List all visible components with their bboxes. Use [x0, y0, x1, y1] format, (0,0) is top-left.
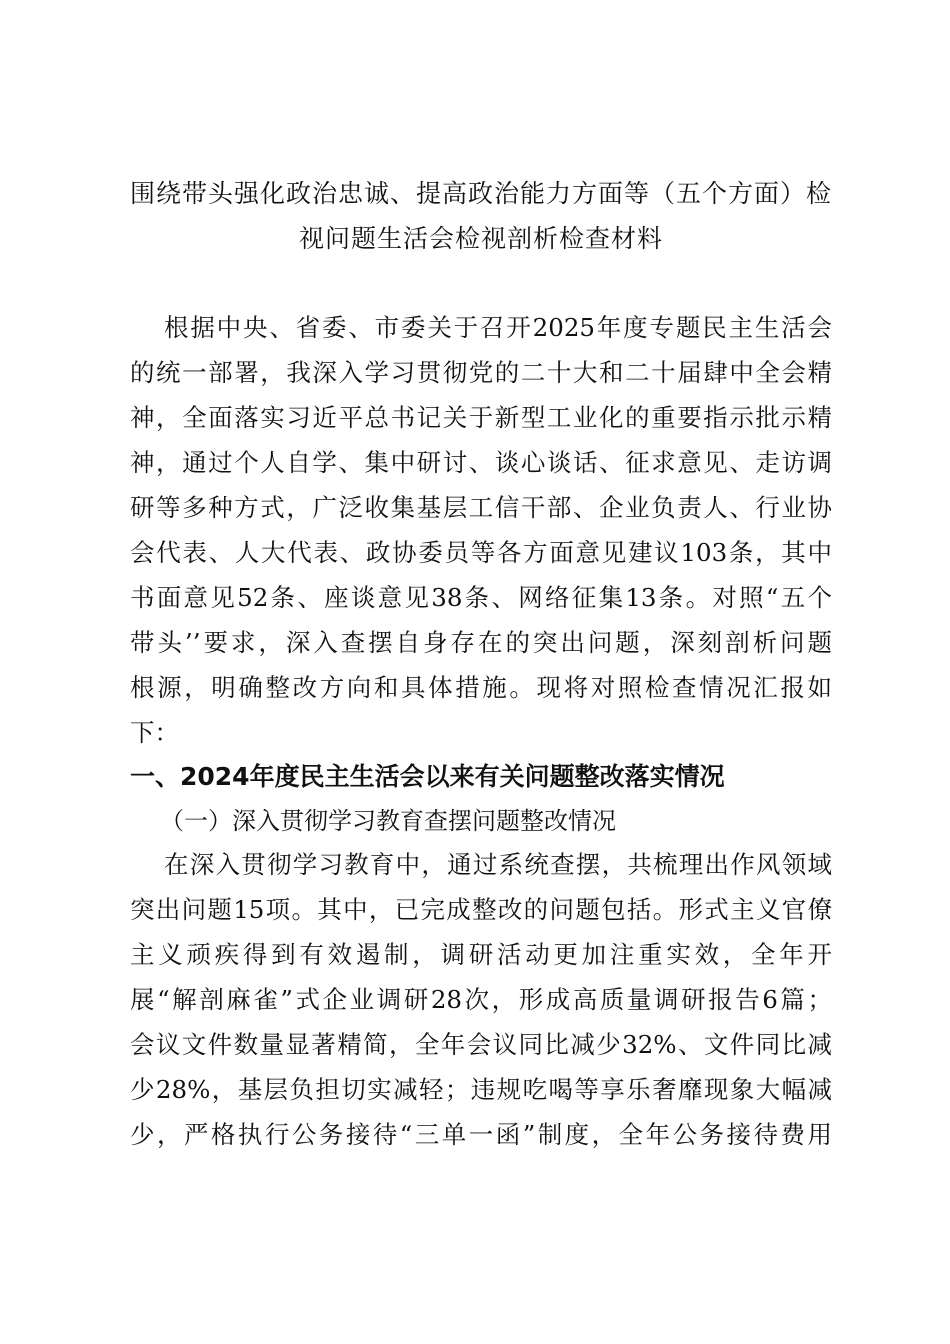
paragraph-line: 研等多种方式，广泛收集基层工信干部、企业负责人、行业协 [130, 493, 832, 522]
paragraph-line: 少28%，基层负担切实减轻；违规吃喝等享乐奢靡现象大幅减 [130, 1075, 832, 1104]
paragraph-line: 根源，明确整改方向和具体措施。现将对照检查情况汇报如 [130, 673, 832, 702]
subsection-heading: （一）深入贯彻学习教育查摆问题整改情况 [160, 807, 616, 835]
paragraph-line: 少，严格执行公务接待“三单一函”制度，全年公务接待费用 [130, 1120, 832, 1149]
paragraph-line: 突出问题15项。其中，已完成整改的问题包括。形式主义官僚 [130, 895, 832, 924]
paragraph-line: 带头’’要求，深入查摆自身存在的突出问题，深刻剖析问题 [130, 628, 832, 657]
paragraph-line: 书面意见52条、座谈意见38条、网络征集13条。对照“五个 [130, 583, 832, 612]
section-heading: 一、2024年度民主生活会以来有关问题整改落实情况 [130, 762, 725, 791]
paragraph-line: 展“解剖麻雀”式企业调研28次，形成高质量调研报告6篇； [130, 985, 832, 1014]
document-title-line-2: 视问题生活会检视剖析检查材料 [298, 224, 663, 253]
paragraph-line: 根据中央、省委、市委关于召开2025年度专题民主生活会 [164, 313, 832, 342]
paragraph-line: 会议文件数量显著精简，全年会议同比减少32%、文件同比减 [130, 1030, 832, 1059]
paragraph-line: 神，通过个人自学、集中研讨、谈心谈话、征求意见、走访调 [130, 448, 832, 477]
document-title-line-1: 围绕带头强化政治忠诚、提高政治能力方面等（五个方面）检 [130, 179, 833, 208]
paragraph-line: 的统一部署，我深入学习贯彻党的二十大和二十届肆中全会精 [130, 358, 832, 387]
paragraph-line: 会代表、人大代表、政协委员等各方面意见建议103条，其中 [130, 538, 832, 567]
paragraph-line: 神，全面落实习近平总书记关于新型工业化的重要指示批示精 [130, 403, 832, 432]
paragraph-line: 主义顽疾得到有效遏制，调研活动更加注重实效，全年开 [130, 940, 832, 969]
paragraph-line: 在深入贯彻学习教育中，通过系统查摆，共梳理出作风领域 [164, 850, 832, 879]
paragraph-line: 下： [130, 718, 179, 747]
